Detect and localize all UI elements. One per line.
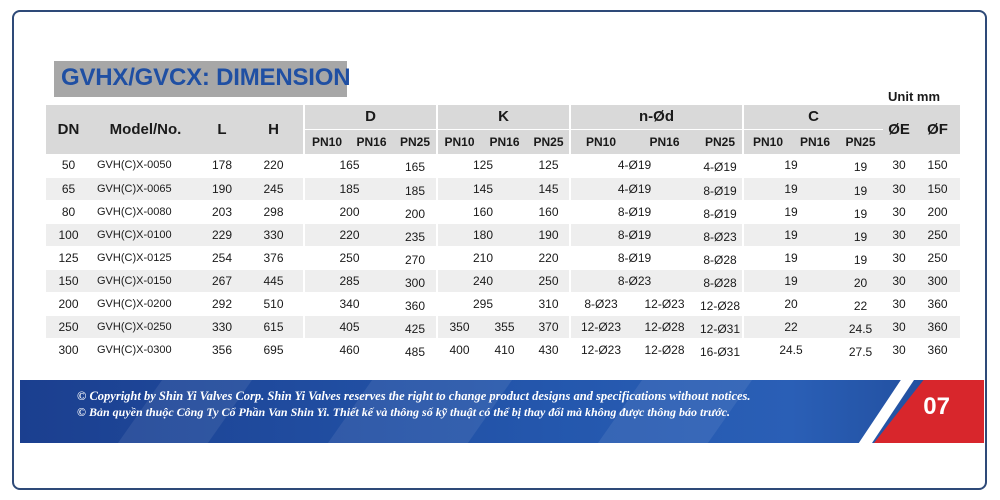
copyright-english: © Copyright by Shin Yi Valves Corp. Shin Yi Valves reserves the right to change product designs and specifications without notices. [77,389,751,403]
cell-d-pn25: 485 [394,338,437,361]
cell-n-pn10-16: 8-Ø23 [570,269,698,292]
cell-k-pn25: 220 [528,246,570,269]
cell-n-pn10-16: 8-Ø19 [570,246,698,269]
cell-oe: 30 [883,154,915,177]
cell-d-pn25: 300 [394,269,437,292]
cell-k-pn10: 400 [437,338,481,361]
table-row [46,315,960,338]
cell-k-pn25: 145 [528,177,570,200]
header-model: Model/No. [91,105,200,154]
cell-h: 376 [244,246,304,269]
header-k-pn16: PN16 [481,129,528,154]
cell-model: GVH(C)X-0080 [91,200,200,223]
cell-c-pn10-16: 19 [743,154,838,177]
cell-d-pn25: 360 [394,292,437,315]
cell-k-pn10-16: 210 [437,246,528,269]
cell-c-pn25: 19 [838,154,883,177]
cell-k-pn10-16: 160 [437,200,528,223]
cell-model: GVH(C)X-0300 [91,338,200,361]
cell-model: GVH(C)X-0250 [91,315,200,338]
header-c-pn10: PN10 [743,129,792,154]
cell-n-pn25: 12-Ø28 [698,292,743,315]
cell-n-pn25: 8-Ø19 [698,177,743,200]
cell-h: 615 [244,315,304,338]
cell-d-pn10-16: 185 [304,177,394,200]
cell-c-pn10-16: 19 [743,223,838,246]
table-row [46,154,960,177]
cell-c-pn10-16: 24.5 [743,338,838,361]
header-c-pn16: PN16 [792,129,838,154]
cell-c-pn25: 20 [838,269,883,292]
cell-d-pn25: 200 [394,200,437,223]
cell-k-pn25: 190 [528,223,570,246]
cell-n-pn25: 8-Ø28 [698,269,743,292]
cell-c-pn25: 19 [838,223,883,246]
header-l: L [200,105,244,154]
cell-d-pn10-16: 200 [304,200,394,223]
cell-d-pn10-16: 340 [304,292,394,315]
header-d-pn25: PN25 [394,129,437,154]
footer-banner [20,380,984,443]
cell-n-pn10: 12-Ø23 [570,315,631,338]
cell-dn: 80 [46,200,91,223]
cell-c-pn10-16: 19 [743,246,838,269]
cell-model: GVH(C)X-0065 [91,177,200,200]
cell-n-pn16: 12-Ø28 [631,338,698,361]
cell-of: 360 [915,315,960,338]
header-d-pn10: PN10 [304,129,349,154]
cell-c-pn10-16: 19 [743,200,838,223]
cell-dn: 125 [46,246,91,269]
cell-of: 360 [915,338,960,361]
cell-oe: 30 [883,200,915,223]
copyright-vietnamese: © Bản quyền thuộc Công Ty Cổ Phần Van Shin Yi. Thiết kế và thông số kỹ thuật có thể bị thay đổi mà không được thông báo trước. [77,405,730,419]
header-of: ØF [915,105,960,154]
cell-dn: 100 [46,223,91,246]
cell-of: 360 [915,292,960,315]
cell-k-pn10: 350 [437,315,481,338]
cell-of: 150 [915,177,960,200]
cell-k-pn25: 250 [528,269,570,292]
cell-n-pn10: 12-Ø23 [570,338,631,361]
cell-c-pn25: 19 [838,246,883,269]
cell-n-pn10-16: 4-Ø19 [570,177,698,200]
cell-k-pn16: 410 [481,338,528,361]
cell-l: 292 [200,292,244,315]
cell-n-pn16: 12-Ø28 [631,315,698,338]
cell-dn: 150 [46,269,91,292]
cell-c-pn25: 24.5 [838,315,883,338]
cell-d-pn25: 425 [394,315,437,338]
cell-c-pn25: 22 [838,292,883,315]
header-n-pn25: PN25 [698,129,743,154]
table-row [46,223,960,246]
cell-model: GVH(C)X-0150 [91,269,200,292]
cell-oe: 30 [883,269,915,292]
cell-oe: 30 [883,177,915,200]
table-row [46,177,960,200]
cell-h: 445 [244,269,304,292]
cell-k-pn16: 355 [481,315,528,338]
cell-d-pn10-16: 250 [304,246,394,269]
cell-of: 250 [915,223,960,246]
cell-d-pn10-16: 165 [304,154,394,177]
dimension-table [46,105,960,362]
cell-d-pn10-16: 405 [304,315,394,338]
cell-model: GVH(C)X-0200 [91,292,200,315]
header-oe: ØE [883,105,915,154]
cell-n-pn25: 16-Ø31 [698,338,743,361]
cell-k-pn10-16: 145 [437,177,528,200]
cell-model: GVH(C)X-0125 [91,246,200,269]
cell-model: GVH(C)X-0100 [91,223,200,246]
cell-k-pn25: 310 [528,292,570,315]
cell-k-pn10-16: 240 [437,269,528,292]
cell-l: 330 [200,315,244,338]
cell-c-pn25: 19 [838,177,883,200]
cell-l: 267 [200,269,244,292]
cell-n-pn25: 4-Ø19 [698,154,743,177]
cell-n-pn25: 8-Ø28 [698,246,743,269]
cell-k-pn10-16: 125 [437,154,528,177]
cell-dn: 50 [46,154,91,177]
cell-c-pn10-16: 20 [743,292,838,315]
cell-c-pn10-16: 19 [743,269,838,292]
header-dn: DN [46,105,91,154]
cell-n-pn25: 8-Ø19 [698,200,743,223]
cell-dn: 300 [46,338,91,361]
cell-h: 220 [244,154,304,177]
cell-oe: 30 [883,292,915,315]
cell-of: 200 [915,200,960,223]
cell-dn: 250 [46,315,91,338]
cell-d-pn25: 165 [394,154,437,177]
cell-d-pn25: 270 [394,246,437,269]
table-row [46,292,960,315]
cell-n-pn10-16: 8-Ø19 [570,200,698,223]
cell-l: 254 [200,246,244,269]
cell-dn: 65 [46,177,91,200]
cell-l: 190 [200,177,244,200]
cell-n-pn25: 12-Ø31 [698,315,743,338]
cell-n-pn25: 8-Ø23 [698,223,743,246]
cell-c-pn10-16: 22 [743,315,838,338]
header-k-pn25: PN25 [528,129,570,154]
cell-h: 695 [244,338,304,361]
header-n-od: n-Ød [570,105,743,129]
table-row [46,200,960,223]
cell-l: 178 [200,154,244,177]
cell-d-pn10-16: 285 [304,269,394,292]
header-c-pn25: PN25 [838,129,883,154]
cell-oe: 30 [883,246,915,269]
cell-k-pn25: 125 [528,154,570,177]
cell-model: GVH(C)X-0050 [91,154,200,177]
cell-k-pn25: 370 [528,315,570,338]
cell-of: 300 [915,269,960,292]
cell-of: 250 [915,246,960,269]
cell-h: 330 [244,223,304,246]
cell-l: 229 [200,223,244,246]
cell-d-pn10-16: 220 [304,223,394,246]
header-n-pn10: PN10 [570,129,631,154]
cell-n-pn16: 12-Ø23 [631,292,698,315]
cell-n-pn10: 8-Ø23 [570,292,631,315]
cell-l: 203 [200,200,244,223]
cell-k-pn25: 430 [528,338,570,361]
cell-k-pn25: 160 [528,200,570,223]
cell-d-pn10-16: 460 [304,338,394,361]
cell-oe: 30 [883,338,915,361]
page-title: GVHX/GVCX: DIMENSION [61,64,351,91]
cell-c-pn25: 19 [838,200,883,223]
header-n-pn16: PN16 [631,129,698,154]
unit-label: Unit mm [888,89,940,104]
cell-n-pn10-16: 8-Ø19 [570,223,698,246]
header-d: D [304,105,437,129]
header-h: H [244,105,304,154]
cell-n-pn10-16: 4-Ø19 [570,154,698,177]
cell-h: 510 [244,292,304,315]
table-row [46,269,960,292]
cell-h: 245 [244,177,304,200]
cell-dn: 200 [46,292,91,315]
table-row [46,338,960,361]
cell-of: 150 [915,154,960,177]
cell-h: 298 [244,200,304,223]
cell-d-pn25: 185 [394,177,437,200]
header-k: K [437,105,570,129]
cell-oe: 30 [883,223,915,246]
header-d-pn16: PN16 [349,129,394,154]
cell-k-pn10-16: 295 [437,292,528,315]
cell-c-pn25: 27.5 [838,338,883,361]
cell-d-pn25: 235 [394,223,437,246]
header-k-pn10: PN10 [437,129,481,154]
cell-oe: 30 [883,315,915,338]
page-number: 07 [923,393,950,420]
table-row [46,246,960,269]
header-c: C [743,105,883,129]
cell-k-pn10-16: 180 [437,223,528,246]
cell-c-pn10-16: 19 [743,177,838,200]
cell-l: 356 [200,338,244,361]
